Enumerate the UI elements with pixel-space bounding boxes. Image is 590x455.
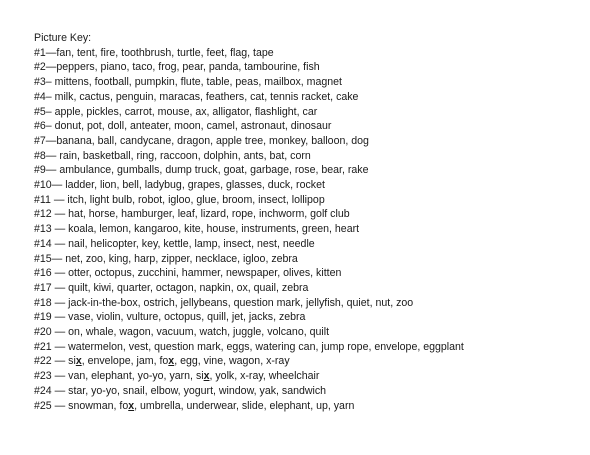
key-entry-6: #6– donut, pot, doll, anteater, moon, camel, astronaut, dinosaur bbox=[34, 120, 332, 133]
key-entry-3: #3– mittens, football, pumpkin, flute, table, peas, mailbox, magnet bbox=[34, 76, 342, 89]
key-entry-19: #19 — vase, violin, vulture, octopus, quill, jet, jacks, zebra bbox=[34, 311, 306, 324]
key-entry-8: #8— rain, basketball, ring, raccoon, dolphin, ants, bat, corn bbox=[34, 149, 311, 162]
key-entry-12: #12 — hat, horse, hamburger, leaf, lizard, rope, inchworm, golf club bbox=[34, 208, 350, 221]
key-entry-14: #14 — nail, helicopter, key, kettle, lamp, insect, nest, needle bbox=[34, 237, 315, 250]
key-entry-5: #5– apple, pickles, carrot, mouse, ax, alligator, flashlight, car bbox=[34, 105, 318, 118]
underlined-letter: x bbox=[168, 355, 175, 368]
key-entry-25 bbox=[34, 399, 579, 414]
key-entry-23 bbox=[34, 369, 579, 384]
underlined-letter: x bbox=[75, 355, 82, 368]
document-title: Picture Key: bbox=[34, 32, 92, 44]
key-entry-9: #9— ambulance, gumballs, dump truck, goat, garbage, rose, bear, rake bbox=[34, 164, 369, 177]
key-entry-7: #7—banana, ball, candycane, dragon, apple tree, monkey, balloon, dog bbox=[34, 134, 369, 147]
key-entry-4: #4– milk, cactus, penguin, maracas, feathers, cat, tennis racket, cake bbox=[34, 90, 359, 103]
underlined-letter: x bbox=[128, 399, 135, 412]
key-entry-2: #2—peppers, piano, taco, frog, pear, panda, tambourine, fish bbox=[34, 61, 320, 74]
key-entry-20: #20 — on, whale, wagon, vacuum, watch, juggle, volcano, quilt bbox=[34, 326, 330, 339]
key-entry-25-part-1: #25 — snowman, fo bbox=[34, 399, 129, 412]
key-entry-23-part-1: #23 — van, elephant, yo-yo, yarn, si bbox=[34, 370, 204, 383]
key-entry-18: #18 — jack-in-the-box, ostrich, jellybeans, question mark, jellyfish, quiet, nut, zoo bbox=[34, 296, 414, 309]
key-entry-10: #10— ladder, lion, bell, ladybug, grapes, glasses, duck, rocket bbox=[34, 179, 325, 192]
key-entry-22-part-3: , egg, vine, wagon, x-ray bbox=[174, 355, 290, 368]
key-entry-11: #11 — itch, light bulb, robot, igloo, glue, broom, insect, lollipop bbox=[34, 193, 325, 206]
key-entry-23-part-2: , yolk, x-ray, wheelchair bbox=[209, 370, 320, 383]
key-entry-1: #1—fan, tent, fire, toothbrush, turtle, feet, flag, tape bbox=[34, 46, 274, 59]
key-entry-17: #17 — quilt, kiwi, quarter, octagon, napkin, ox, quail, zebra bbox=[34, 281, 309, 294]
key-entry-25-part-2: , umbrella, underwear, slide, elephant, up, yarn bbox=[134, 399, 355, 412]
key-entry-22-part-1: #22 — si bbox=[34, 355, 76, 368]
key-entry-16: #16 — otter, octopus, zucchini, hammer, newspaper, olives, kitten bbox=[34, 267, 342, 280]
key-entry-13: #13 — koala, lemon, kangaroo, kite, house, instruments, green, heart bbox=[34, 223, 360, 236]
picture-key-document bbox=[34, 31, 579, 413]
key-entry-22 bbox=[34, 354, 579, 369]
key-entry-22-part-2: , envelope, jam, fo bbox=[81, 355, 169, 368]
underlined-letter: x bbox=[203, 370, 210, 383]
key-entry-24: #24 — star, yo-yo, snail, elbow, yogurt, window, yak, sandwich bbox=[34, 384, 327, 397]
key-entry-15: #15— net, zoo, king, harp, zipper, necklace, igloo, zebra bbox=[34, 252, 298, 265]
key-entry-21: #21 — watermelon, vest, question mark, eggs, watering can, jump rope, envelope, eggplant bbox=[34, 340, 464, 353]
